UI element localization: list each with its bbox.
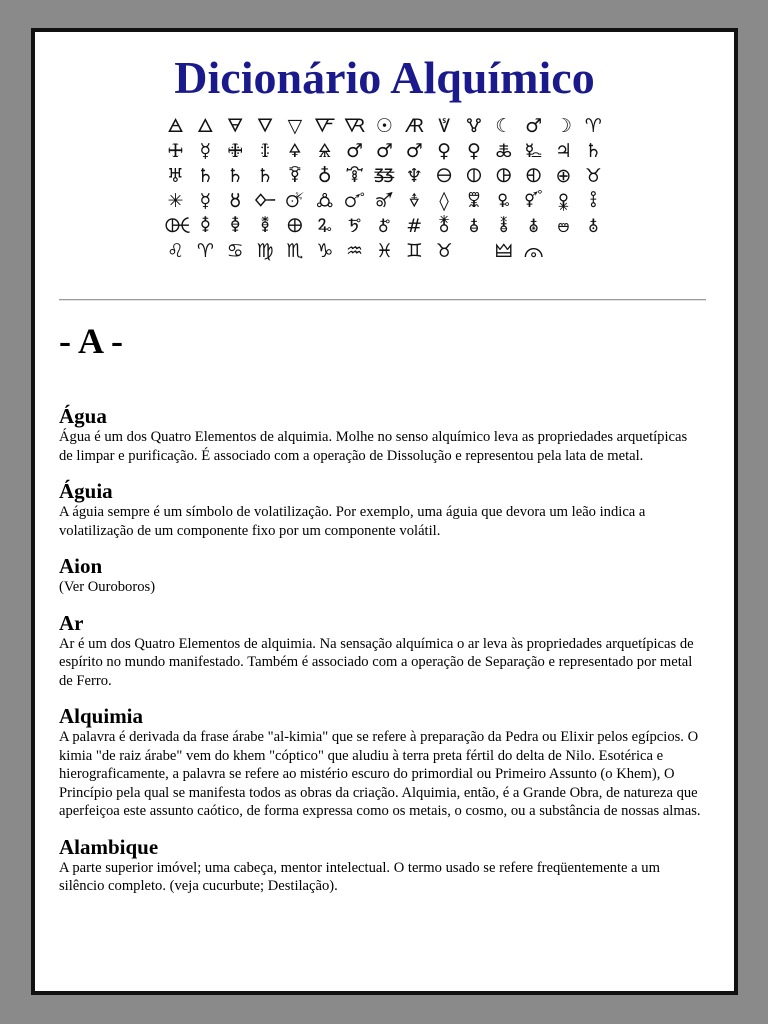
alchemical-symbol-icon: ♅ <box>166 165 185 187</box>
alchemical-symbol-icon: 🜐 <box>525 140 543 162</box>
alchemical-symbol-icon: 🜩 <box>317 215 333 237</box>
alchemical-symbol-icon: 🜲 <box>495 240 513 262</box>
alchemical-symbol-icon: 🜎 <box>318 140 332 162</box>
alchemical-symbol-icon: 🜄 <box>256 115 274 137</box>
alchemical-symbol-icon <box>582 239 604 264</box>
horizontal-divider <box>59 299 706 301</box>
alchemical-symbol-icon <box>552 239 574 264</box>
alchemical-symbol-icon: ♊ <box>405 240 423 262</box>
symbol-row <box>165 114 605 139</box>
entry-definition: A águia sempre é um símbolo de volatilização. Por exemplo, uma águia que devora um leão indica a volatilização de um componente fixo por um componente volátil. <box>59 504 646 539</box>
dictionary-entry <box>59 611 704 691</box>
entry-term: Água <box>59 404 107 428</box>
alchemical-symbol-icon: ⊕ <box>555 165 572 187</box>
entry-term: Alquimia <box>59 704 144 728</box>
alchemical-symbol-icon: 🜙 <box>254 190 277 212</box>
symbol-row <box>165 214 605 239</box>
alchemical-symbol-icon: 🜚 <box>285 190 305 212</box>
alchemical-symbol-icon: 🜳 <box>523 240 544 262</box>
alchemical-symbol-icon: ♄ <box>196 165 214 187</box>
entry-term: Alambique <box>59 834 159 859</box>
alchemical-symbol-icon: ☉ <box>375 115 393 137</box>
alchemical-symbol-icon: 🜌 <box>260 140 270 162</box>
dictionary-entry <box>59 704 704 821</box>
alchemical-symbol-icon: 🜍 <box>288 140 302 162</box>
alchemical-symbol-icon: 🜤 <box>164 215 191 237</box>
alchemical-symbol-icon: 🜈 <box>437 115 451 137</box>
alchemical-symbol-icon: ♂ <box>405 140 423 162</box>
alchemical-symbol-icon: 🜱 <box>588 215 599 237</box>
alchemical-symbol-icon: 🜠 <box>497 190 510 212</box>
symbol-row <box>165 189 605 214</box>
entry-term: Aion <box>59 554 103 578</box>
alchemical-symbol-icon: 🜢 <box>557 190 570 212</box>
alchemical-symbol-icon: 🜝 <box>375 190 394 212</box>
alchemical-symbol-icon: ♄ <box>584 140 602 162</box>
alchemical-symbol-icon: ♈ <box>196 240 214 262</box>
alchemical-symbol-icon: ♂ <box>525 115 543 137</box>
alchemical-symbol-icon: 🜃 <box>226 115 244 137</box>
alchemical-symbol-icon: 🜊 <box>167 140 184 162</box>
entry-definition: (Ver Ouroboros) <box>59 579 156 595</box>
entry-term: Águia <box>59 479 113 503</box>
alchemical-symbol-icon: ♈ <box>584 115 602 137</box>
alchemical-symbol-icon: ☿ <box>199 140 212 162</box>
alchemical-symbol-icon: ♑ <box>316 240 334 262</box>
dictionary-entries <box>59 404 704 910</box>
section-letter-heading: - A - <box>59 321 124 361</box>
alchemical-symbol-icon: ♋ <box>226 240 244 262</box>
alchemical-symbol-icon: 🜡 <box>524 190 543 212</box>
alchemical-symbol-icon: 🜬 <box>438 215 450 237</box>
alchemical-symbol-icon: 🜉 <box>466 115 482 137</box>
alchemical-symbol-icon: 🜯 <box>528 215 539 237</box>
alchemical-symbol-icon: ♄ <box>256 165 274 187</box>
alchemical-symbol-icon: 🜮 <box>499 215 509 237</box>
alchemical-symbol-icon <box>463 239 485 264</box>
alchemical-symbol-icon: ♂ <box>346 140 364 162</box>
alchemical-symbol-icon: 🜆 <box>343 115 366 137</box>
alchemical-symbol-icon: ☿ <box>199 190 212 212</box>
document-page <box>35 32 734 991</box>
alchemical-symbol-icon: ♆ <box>405 165 423 187</box>
dictionary-entry <box>59 479 704 540</box>
alchemical-symbol-icon: 🜦 <box>230 215 241 237</box>
alchemical-symbol-icon: ♓ <box>375 240 393 262</box>
alchemical-symbol-icon: 🜁 <box>167 115 184 137</box>
alchemical-symbol-icon: ♉ <box>584 165 602 187</box>
alchemical-symbol-icon: 🜋 <box>227 140 243 162</box>
alchemical-symbol-icon: ☾ <box>495 115 513 137</box>
alchemical-symbol-icon: 🜧 <box>260 215 270 237</box>
alchemical-symbol-icon: 🜭 <box>468 215 479 237</box>
alchemical-symbol-icon: ☽ <box>554 115 572 137</box>
alchemical-symbol-icon: 🜇 <box>404 115 425 137</box>
entry-definition: A palavra é derivada da frase árabe "al-kimia" que se refere à preparação da Pedra ou Elixir pelos egípcios. O kimia "de raiz árabe" vem do khem "cóptico" que aludiu à terra preta fértil do delta de Nilo. Esotérica e hierograficamente, a palavra se refere ao mistério escuro do primordial ou Primeiro Assunto (o Khem), O Princípio pela qual se manifesta todos as obras da criação. Alquimia, então, é a Grande Obra, de natureza que aperfeiçoa este assunto caótico, de forma expressa como os metais, o cosmo, ou a substância de nossas almas. <box>59 729 701 819</box>
entry-definition: A parte superior imóvel; uma cabeça, mentor intelectual. O termo usado se refere freqüentemente a um silêncio completo. (veja cucurbute; Destilação). <box>59 859 660 894</box>
entry-definition: Água é um dos Quatro Elementos de alquimia. Molhe no senso alquímico leva as propriedades arquetípicas de limpar e purificação. É associado com a operação de Dissolução e representou pela lata de metal. <box>59 429 688 464</box>
alchemical-symbol-icon: 🜗 <box>525 165 542 187</box>
alchemical-symbol-icon: ✳ <box>167 190 184 212</box>
alchemical-symbol-icon: ♀ <box>437 140 452 162</box>
alchemical-symbol-icon: 🜜 <box>344 190 366 212</box>
alchemical-symbol-icon: 🜨 <box>286 215 303 237</box>
alchemical-symbol-icon: ♄ <box>226 165 244 187</box>
alchemical-symbol-icon: 🜏 <box>495 140 513 162</box>
alchemical-symbol-icon: 🜂 <box>197 115 214 137</box>
alchemical-symbol-icon: 🜑 <box>288 165 302 187</box>
alchemical-symbol-icon: 🜥 <box>200 215 211 237</box>
alchemical-symbol-icon: 🜒 <box>345 165 364 187</box>
symbol-row <box>165 239 605 264</box>
alchemical-symbol-icon: ♂ <box>375 140 393 162</box>
alchemical-symbol-icon: ♏ <box>286 240 304 262</box>
alchemical-symbol-icon: 🜣 <box>589 190 598 212</box>
alchemical-symbol-icon: 🜞 <box>408 190 420 212</box>
alchemical-symbol-icon: 🜫 <box>378 215 391 237</box>
alchemical-symbol-icon: ♌ <box>166 240 185 262</box>
symbol-row <box>165 139 605 164</box>
alchemical-symbol-icon: ♃ <box>554 140 572 162</box>
alchemical-symbol-icon: 🜖 <box>495 165 512 187</box>
entry-definition: Ar é um dos Quatro Elementos de alquimia. Na sensação alquímica o ar leva às propriedades arquetípicas de espírito no mundo manifestado. Também é associado com a operação de Separação e representado por metal de Ferro. <box>59 635 694 689</box>
alchemical-symbol-icon: 🜓 <box>373 165 396 187</box>
alchemical-symbol-icon: ♒ <box>346 240 364 262</box>
alchemical-symbols-chart <box>165 114 605 264</box>
alchemical-symbol-icon: ♁ <box>317 165 332 187</box>
alchemical-symbol-icon: 🜕 <box>465 165 482 187</box>
symbol-row <box>165 164 605 189</box>
dictionary-entry <box>59 835 704 896</box>
alchemical-symbol-icon: ♍ <box>256 240 274 262</box>
alchemical-symbol-icon: ▽ <box>287 115 303 137</box>
alchemical-symbol-icon: ♀ <box>466 140 481 162</box>
dictionary-entry <box>59 554 704 597</box>
dictionary-entry <box>59 404 704 465</box>
alchemical-symbol-icon: 🜅 <box>313 115 336 137</box>
alchemical-symbol-icon: 🜪 <box>347 215 362 237</box>
page-frame <box>31 28 738 995</box>
alchemical-symbol-icon: 🜔 <box>436 165 453 187</box>
alchemical-symbol-icon: # <box>406 215 423 237</box>
alchemical-symbol-icon: 🜛 <box>315 190 334 212</box>
alchemical-symbol-icon: ◊ <box>439 190 449 212</box>
alchemical-symbol-icon: 🜘 <box>229 190 241 212</box>
alchemical-symbol-icon: ♉ <box>435 240 453 262</box>
page-title: Dicionário Alquímico <box>174 52 595 103</box>
alchemical-symbol-icon: 🜟 <box>467 190 481 212</box>
entry-term: Ar <box>59 610 84 635</box>
alchemical-symbol-icon: 🜰 <box>557 215 570 237</box>
